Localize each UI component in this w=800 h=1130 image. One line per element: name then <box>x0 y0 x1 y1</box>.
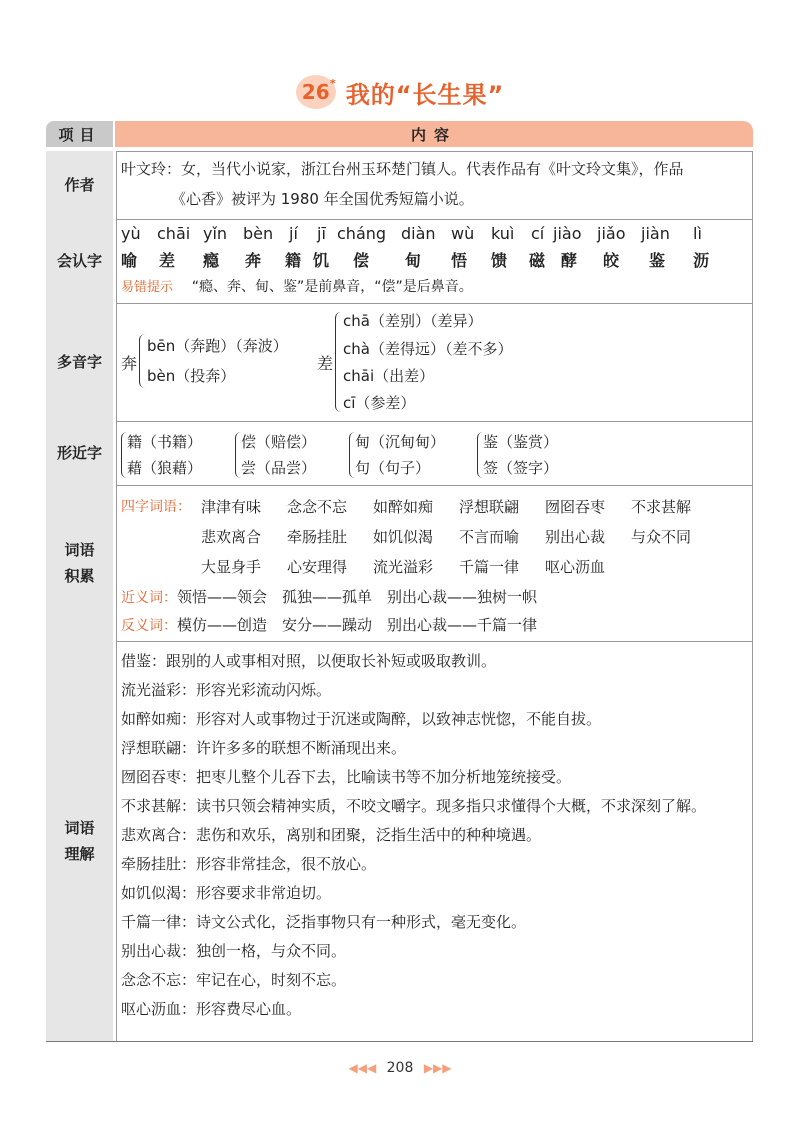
char-10: 磁 <box>529 251 546 270</box>
pinyin-3: bèn <box>243 224 274 243</box>
lesson-title-bar <box>0 72 800 112</box>
four-1-5: 与众不同 <box>631 528 692 546</box>
synonym-label: 近义词： <box>121 590 177 606</box>
meaning-item: 借鉴：跟别的人或事相对照，以便取长补短或吸取教训。 <box>121 652 497 670</box>
similar-0-1: 藉（狼藉） <box>127 459 203 477</box>
poly-2-reading-1: chà（差得远）（差不多） <box>343 340 513 358</box>
content-polyphone <box>116 303 753 421</box>
antonym-text: 模仿——创造 安分——躁动 别出心裁——千篇一律 <box>177 616 538 634</box>
label-meaning <box>46 641 116 1041</box>
row-vocab <box>46 485 753 641</box>
four-2-4: 呕心沥血 <box>545 558 606 576</box>
char-13: 鉴 <box>649 251 666 270</box>
content-author <box>116 151 753 219</box>
poly-2-reading-2: chāi（出差） <box>343 367 435 385</box>
char-12: 皎 <box>603 251 620 270</box>
error-tip <box>121 276 473 296</box>
page-footer <box>0 1060 800 1076</box>
similar-3-1: 签（签字） <box>483 459 559 477</box>
meaning-item: 囫囵吞枣：把枣儿整个儿吞下去，比喻读书等不加分析地笼统接受。 <box>121 768 572 786</box>
pinyin-6: cháng <box>337 224 387 243</box>
char-3: 奔 <box>245 251 262 270</box>
pinyin-7: diàn <box>401 224 436 243</box>
meaning-item: 牵肠挂肚：形容非常挂念，很不放心。 <box>121 855 377 873</box>
meaning-item: 流光溢彩：形容光彩流动闪烁。 <box>121 681 332 699</box>
four-0-1: 念念不忘 <box>287 498 348 516</box>
table-header <box>46 121 753 147</box>
poly-char-1: 奔 <box>121 354 138 373</box>
pinyin-4: jí <box>289 224 298 243</box>
char-14: 沥 <box>693 251 710 270</box>
label-vocab <box>46 485 116 641</box>
char-0: 喻 <box>121 251 138 270</box>
similar-0-0: 籍（书籍） <box>127 433 203 451</box>
meaning-item: 别出心裁：独创一格，与众不同。 <box>121 942 347 960</box>
lesson-title: 我的“长生果” <box>345 80 505 109</box>
meaning-item: 念念不忘：牢记在心，时刻不忘。 <box>121 971 347 989</box>
content-similar <box>116 421 753 485</box>
char-2: 瘾 <box>203 251 220 270</box>
author-line-1: 叶文玲：女，当代小说家，浙江台州玉环楚门镇人。代表作品有《叶文玲文集》，作品 <box>121 160 684 178</box>
label-polyphone: 多音字 <box>46 303 116 421</box>
meaning-item: 如醉如痴：形容对人或事物过于沉迷或陶醉，以致神志恍惚，不能自拔。 <box>121 710 602 728</box>
left-arrows-icon: ◀◀◀ <box>348 1061 377 1075</box>
pinyin-1: chāi <box>157 224 191 243</box>
char-5: 饥 <box>313 251 330 270</box>
pinyin-14: lì <box>693 224 702 243</box>
char-1: 差 <box>159 251 176 270</box>
label-author: 作者 <box>46 151 116 219</box>
lesson-number-badge <box>296 75 336 109</box>
char-6: 偿 <box>353 251 370 270</box>
similar-2-0: 甸（沉甸甸） <box>355 433 446 451</box>
char-7: 甸 <box>405 251 422 270</box>
char-11: 酵 <box>561 251 578 270</box>
poly-char-2: 差 <box>317 354 334 373</box>
meaning-item: 悲欢离合：悲伤和欢乐，离别和团聚，泛指生活中的种种境遇。 <box>121 826 542 844</box>
char-9: 馈 <box>491 251 508 270</box>
four-2-3: 千篇一律 <box>459 558 520 576</box>
four-1-0: 悲欢离合 <box>201 528 262 546</box>
poly-2-reading-3: cī（参差） <box>343 394 416 412</box>
study-table <box>46 121 753 1042</box>
pinyin-9: kuì <box>491 224 515 243</box>
label-vocab-2: 积累 <box>64 567 95 585</box>
meaning-item: 千篇一律：诗文公式化，泛指事物只有一种形式，毫无变化。 <box>121 913 527 931</box>
row-recognize <box>46 219 753 303</box>
label-meaning-2: 理解 <box>64 845 95 863</box>
four-0-3: 浮想联翩 <box>459 498 520 516</box>
poly-1-reading-0: bēn（奔跑）（奔波） <box>147 337 288 355</box>
four-1-3: 不言而喻 <box>459 528 520 546</box>
row-author <box>46 151 753 219</box>
pinyin-5: jī <box>317 224 326 243</box>
header-item: 项目 <box>46 121 113 147</box>
pinyin-0: yù <box>121 224 141 243</box>
content-vocab <box>116 485 753 641</box>
pinyin-13: jiàn <box>641 224 670 243</box>
brace-1 <box>139 334 146 388</box>
four-0-4: 囫囵吞枣 <box>545 498 606 516</box>
char-4: 籍 <box>285 251 302 270</box>
right-arrows-icon: ▶▶▶ <box>423 1061 452 1075</box>
pinyin-11: jiào <box>553 224 582 243</box>
meaning-item: 如饥似渴：形容要求非常迫切。 <box>121 884 332 902</box>
meaning-item: 不求甚解：读书只领会精神实质，不咬文嚼字。现多指只求懂得个大概，不求深刻了解。 <box>121 797 707 815</box>
meaning-item: 浮想联翩：许许多多的联想不断涌现出来。 <box>121 739 407 757</box>
header-content: 内容 <box>115 121 753 147</box>
similar-3-0: 鉴（鉴赏） <box>483 433 559 451</box>
tip-text: “瘾、奔、甸、鉴”是前鼻音，“偿”是后鼻音。 <box>191 279 473 295</box>
label-meaning-1: 词语 <box>64 819 95 837</box>
row-similar <box>46 421 753 485</box>
tip-label: 易错提示 <box>121 280 174 295</box>
label-vocab-1: 词语 <box>64 541 95 559</box>
pinyin-2: yǐn <box>203 224 228 243</box>
pinyin-10: cí <box>531 224 545 243</box>
four-1-1: 牵肠挂肚 <box>287 528 348 546</box>
four-2-0: 大显身手 <box>201 558 262 576</box>
synonym-text: 领悟——领会 孤独——孤单 别出心裁——独树一帜 <box>177 588 538 606</box>
lesson-number: 26 <box>301 80 330 104</box>
four-1-2: 如饥似渴 <box>373 528 434 546</box>
pinyin-12: jiǎo <box>597 224 626 243</box>
meaning-item: 呕心沥血：形容费尽心血。 <box>121 1000 302 1018</box>
label-recognize: 会认字 <box>46 219 116 303</box>
char-8: 悟 <box>451 251 468 270</box>
four-0-5: 不求甚解 <box>631 498 692 516</box>
row-polyphone <box>46 303 753 421</box>
pinyin-8: wù <box>451 224 475 243</box>
label-similar: 形近字 <box>46 421 116 485</box>
antonym-line <box>121 614 537 635</box>
content-recognize <box>116 219 753 303</box>
four-0-0: 津津有味 <box>201 498 262 516</box>
similar-2-1: 句（句子） <box>355 459 431 477</box>
content-meaning <box>116 641 753 1041</box>
synonym-line <box>121 586 537 607</box>
poly-2-reading-0: chā（差别）（差异） <box>343 312 483 330</box>
brace-2 <box>335 312 342 412</box>
antonym-label: 反义词： <box>121 618 177 634</box>
similar-1-0: 偿（赔偿） <box>241 433 317 451</box>
four-2-1: 心安理得 <box>287 558 348 576</box>
row-meaning <box>46 641 753 1041</box>
page-number: 208 <box>386 1060 414 1076</box>
author-line-2: 《心香》被评为 1980 年全国优秀短篇小说。 <box>171 190 474 208</box>
four-char-label: 四字词语： <box>121 499 191 515</box>
four-1-4: 别出心裁 <box>545 528 606 546</box>
four-0-2: 如醉如痴 <box>373 498 434 516</box>
poly-1-reading-1: bèn（投奔） <box>147 367 236 385</box>
similar-1-1: 尝（品尝） <box>241 459 317 477</box>
lesson-star: * <box>329 77 336 90</box>
four-2-2: 流光溢彩 <box>373 558 434 576</box>
